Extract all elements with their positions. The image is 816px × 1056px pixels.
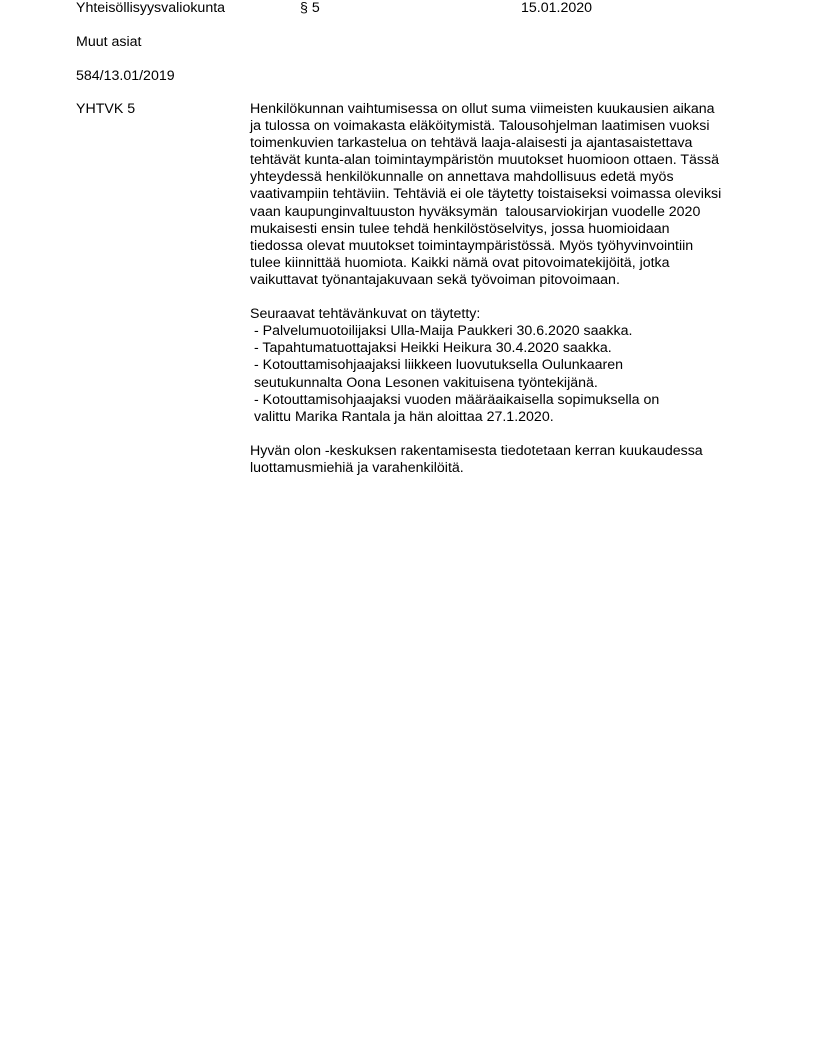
- list-item: seutukunnalta Oona Lesonen vakituisena työntekijänä.: [250, 374, 598, 391]
- section-number: § 5: [300, 0, 320, 16]
- list-item: - Kotouttamisohjaajaksi vuoden määräaikaisella sopimuksella on: [250, 391, 660, 408]
- body-paragraph-3: [250, 443, 750, 477]
- list-item: - Tapahtumatuottajaksi Heikki Heikura 30.4.2020 saakka.: [250, 340, 612, 357]
- text-line: Seuraavat tehtävänkuvat on täytetty:: [250, 306, 481, 323]
- document-number: 584/13.01/2019: [76, 68, 175, 84]
- list-item: - Palvelumuotoilijaksi Ulla-Maija Paukkeri 30.6.2020 saakka.: [250, 323, 633, 340]
- body-paragraph-1: [250, 101, 750, 289]
- body-paragraph-2: [250, 306, 750, 426]
- list-item: valittu Marika Rantala ja hän aloittaa 27.1.2020.: [250, 408, 554, 425]
- item-code: YHTVK 5: [76, 101, 136, 117]
- text-line: yhteydessä henkilökunnalle on annettava mahdollisuus edetä myös: [250, 169, 674, 186]
- text-line: toimenkuvien tarkastelua on tehtävä laaja-alaisesti ja ajantasaistettava: [250, 135, 693, 152]
- text-line: Hyvän olon -keskuksen rakentamisesta tiedotetaan kerran kuukaudessa: [250, 442, 703, 459]
- list-item: - Kotouttamisohjaajaksi liikkeen luovutuksella Oulunkaaren: [250, 357, 624, 374]
- text-line: mukaisesti ensin tulee tehdä henkilöstöselvitys, jossa huomioidaan: [250, 220, 670, 237]
- text-line: tehtävät kunta-alan toimintaympäristön muutokset huomioon ottaen. Tässä: [250, 152, 719, 169]
- text-line: luottamusmiehiä ja varahenkilöitä.: [250, 459, 464, 476]
- text-line: ja tulossa on voimakasta eläköitymistä. Talousohjelman laatimisen vuoksi: [250, 118, 710, 135]
- body-text: [250, 101, 750, 477]
- text-line: tiedossa olevat muutokset toimintaympäristössä. Myös työhyvinvointiin: [250, 237, 694, 254]
- text-line: Henkilökunnan vaihtumisessa on ollut suma viimeisten kuukausien aikana: [250, 101, 715, 117]
- committee-name: Yhteisöllisyysvaliokunta: [76, 0, 226, 16]
- text-line: tulee kiinnittää huomiota. Kaikki nämä ovat pitovoimatekijöitä, jotka: [250, 254, 670, 271]
- meeting-date: 15.01.2020: [521, 0, 593, 16]
- paragraph-spacer: [250, 426, 750, 443]
- text-line: vaativampiin tehtäviin. Tehtäviä ei ole täytetty toistaiseksi voimassa oleviksi: [250, 186, 722, 203]
- text-line: vaan kaupunginvaltuuston hyväksymän talousarviokirjan vuodelle 2020: [250, 203, 701, 220]
- text-line: vaikuttavat työnantajakuvaan sekä työvoiman pitovoimaan.: [250, 271, 620, 288]
- paragraph-spacer: [250, 289, 750, 306]
- item-category: Muut asiat: [76, 34, 142, 50]
